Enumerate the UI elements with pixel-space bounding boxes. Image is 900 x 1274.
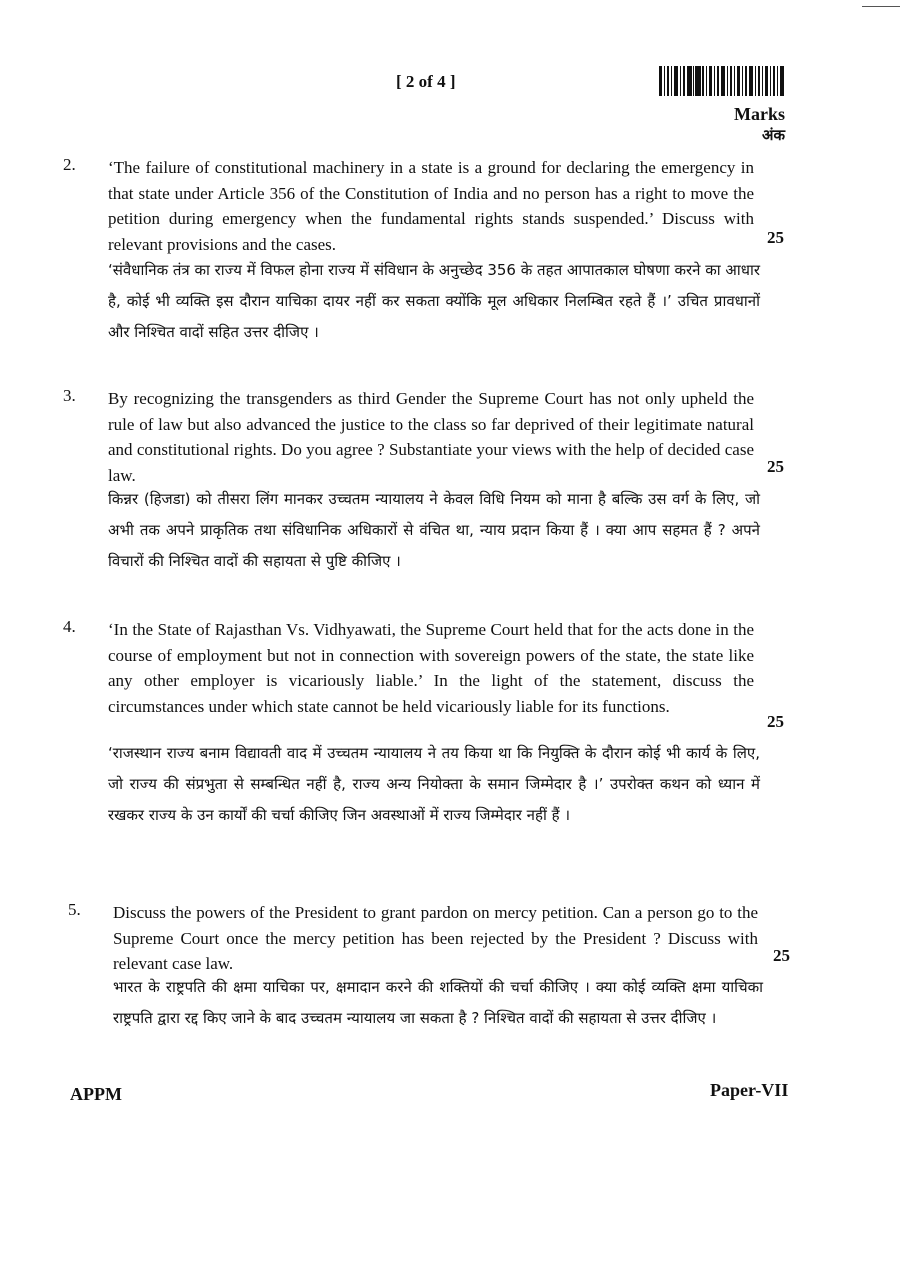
footer-exam-code: APPM	[70, 1084, 122, 1104]
question-number: 3.	[63, 386, 76, 405]
question-text-hi: भारत के राष्ट्रपति की क्षमा याचिका पर, क्षमादान करने की शक्तियों की चर्चा कीजिए । क्या कोई व्यक्ति क्षमा याचिका राष्ट्रपति द्वारा रद्द किए जाने के बाद उच्चतम न्यायालय जा सकता है ? निश्चित वादों की सहायता से उत्तर दीजिए ।	[113, 978, 763, 1027]
marks-column-heading	[734, 104, 785, 146]
marks-label-en: Marks	[734, 104, 785, 124]
page-indicator: [ 2 of 4 ]	[396, 72, 456, 91]
question-text-en: ‘The failure of constitutional machinery in a state is a ground for declaring the emergency in that state under Article 356 of the Constitution of India and no person has a right to move the petition during emergency when the fundamental rights stands suspended.’ Discuss with relevant provisions and the cases.	[108, 158, 754, 255]
question-marks: 25	[767, 457, 784, 476]
question-number: 4.	[63, 617, 76, 636]
question-text-hi: ‘राजस्थान राज्य बनाम विद्यावती वाद में उच्चतम न्यायालय ने तय किया था कि नियुक्ति के दौरान कोई भी कार्य के लिए, जो राज्य की संप्रभुता से सम्बन्धित नहीं है, राज्य अन्य नियोक्ता के समान जिम्मेदार है ।’ उपरोक्त कथन को ध्यान में रखकर राज्य के उन कार्यों की चर्चा कीजिए जिन अवस्थाओं में राज्य जिम्मेदार नहीं हैं ।	[108, 744, 760, 824]
footer-paper-number: Paper-VII	[710, 1080, 789, 1100]
question-text-en: Discuss the powers of the President to grant pardon on mercy petition. Can a person go to the Supreme Court once the mercy petition has been rejected by the President ? Discuss with relevant case law.	[113, 903, 758, 974]
question-marks: 25	[767, 712, 784, 731]
question-marks: 25	[767, 228, 784, 247]
question-text-en: ‘In the State of Rajasthan Vs. Vidhyawati, the Supreme Court held that for the acts done in the course of employment but not in connection with sovereign powers of the state, the state like any other employer is vicariously liable.’ In the light of the statement, discuss the circumstances under which state cannot be held vicariously liable for its functions.	[108, 620, 754, 717]
question-text-hi: किन्नर (हिजडा) को तीसरा लिंग मानकर उच्चतम न्यायालय ने केवल विधि नियम को माना है बल्कि उस वर्ग के लिए, जो अभी तक अपने प्राकृतिक तथा संविधानिक अधिकारों से वंचित था, न्याय प्रदान किया हैं । क्या आप सहमत हैं ? अपने विचारों की निश्चित वादों की सहायता से पुष्टि कीजिए ।	[108, 490, 760, 570]
barcode-icon	[659, 66, 784, 96]
question-marks: 25	[773, 946, 790, 965]
question-text-en: By recognizing the transgenders as third Gender the Supreme Court has not only upheld the rule of law but also advanced the justice to the class so far deprived of their legitimate natural and constitutional rights. Do you agree ? Substantiate your views with the help of decided case law.	[108, 389, 754, 486]
marks-label-hi: अंक	[762, 126, 785, 144]
question-number: 2.	[63, 155, 76, 174]
question-text-hi: ‘संवैधानिक तंत्र का राज्य में विफल होना राज्य में संविधान के अनुच्छेद 356 के तहत आपातकाल घोषणा करने का आधार है, कोई भी व्यक्ति इस दौरान याचिका दायर नहीं कर सकता क्योंकि मूल अधिकार निलम्बित रहते हैं ।’ उचित प्रावधानों और निश्चित वादों सहित उत्तर दीजिए ।	[108, 261, 760, 341]
question-number: 5.	[68, 900, 81, 919]
edge-line	[862, 6, 900, 7]
